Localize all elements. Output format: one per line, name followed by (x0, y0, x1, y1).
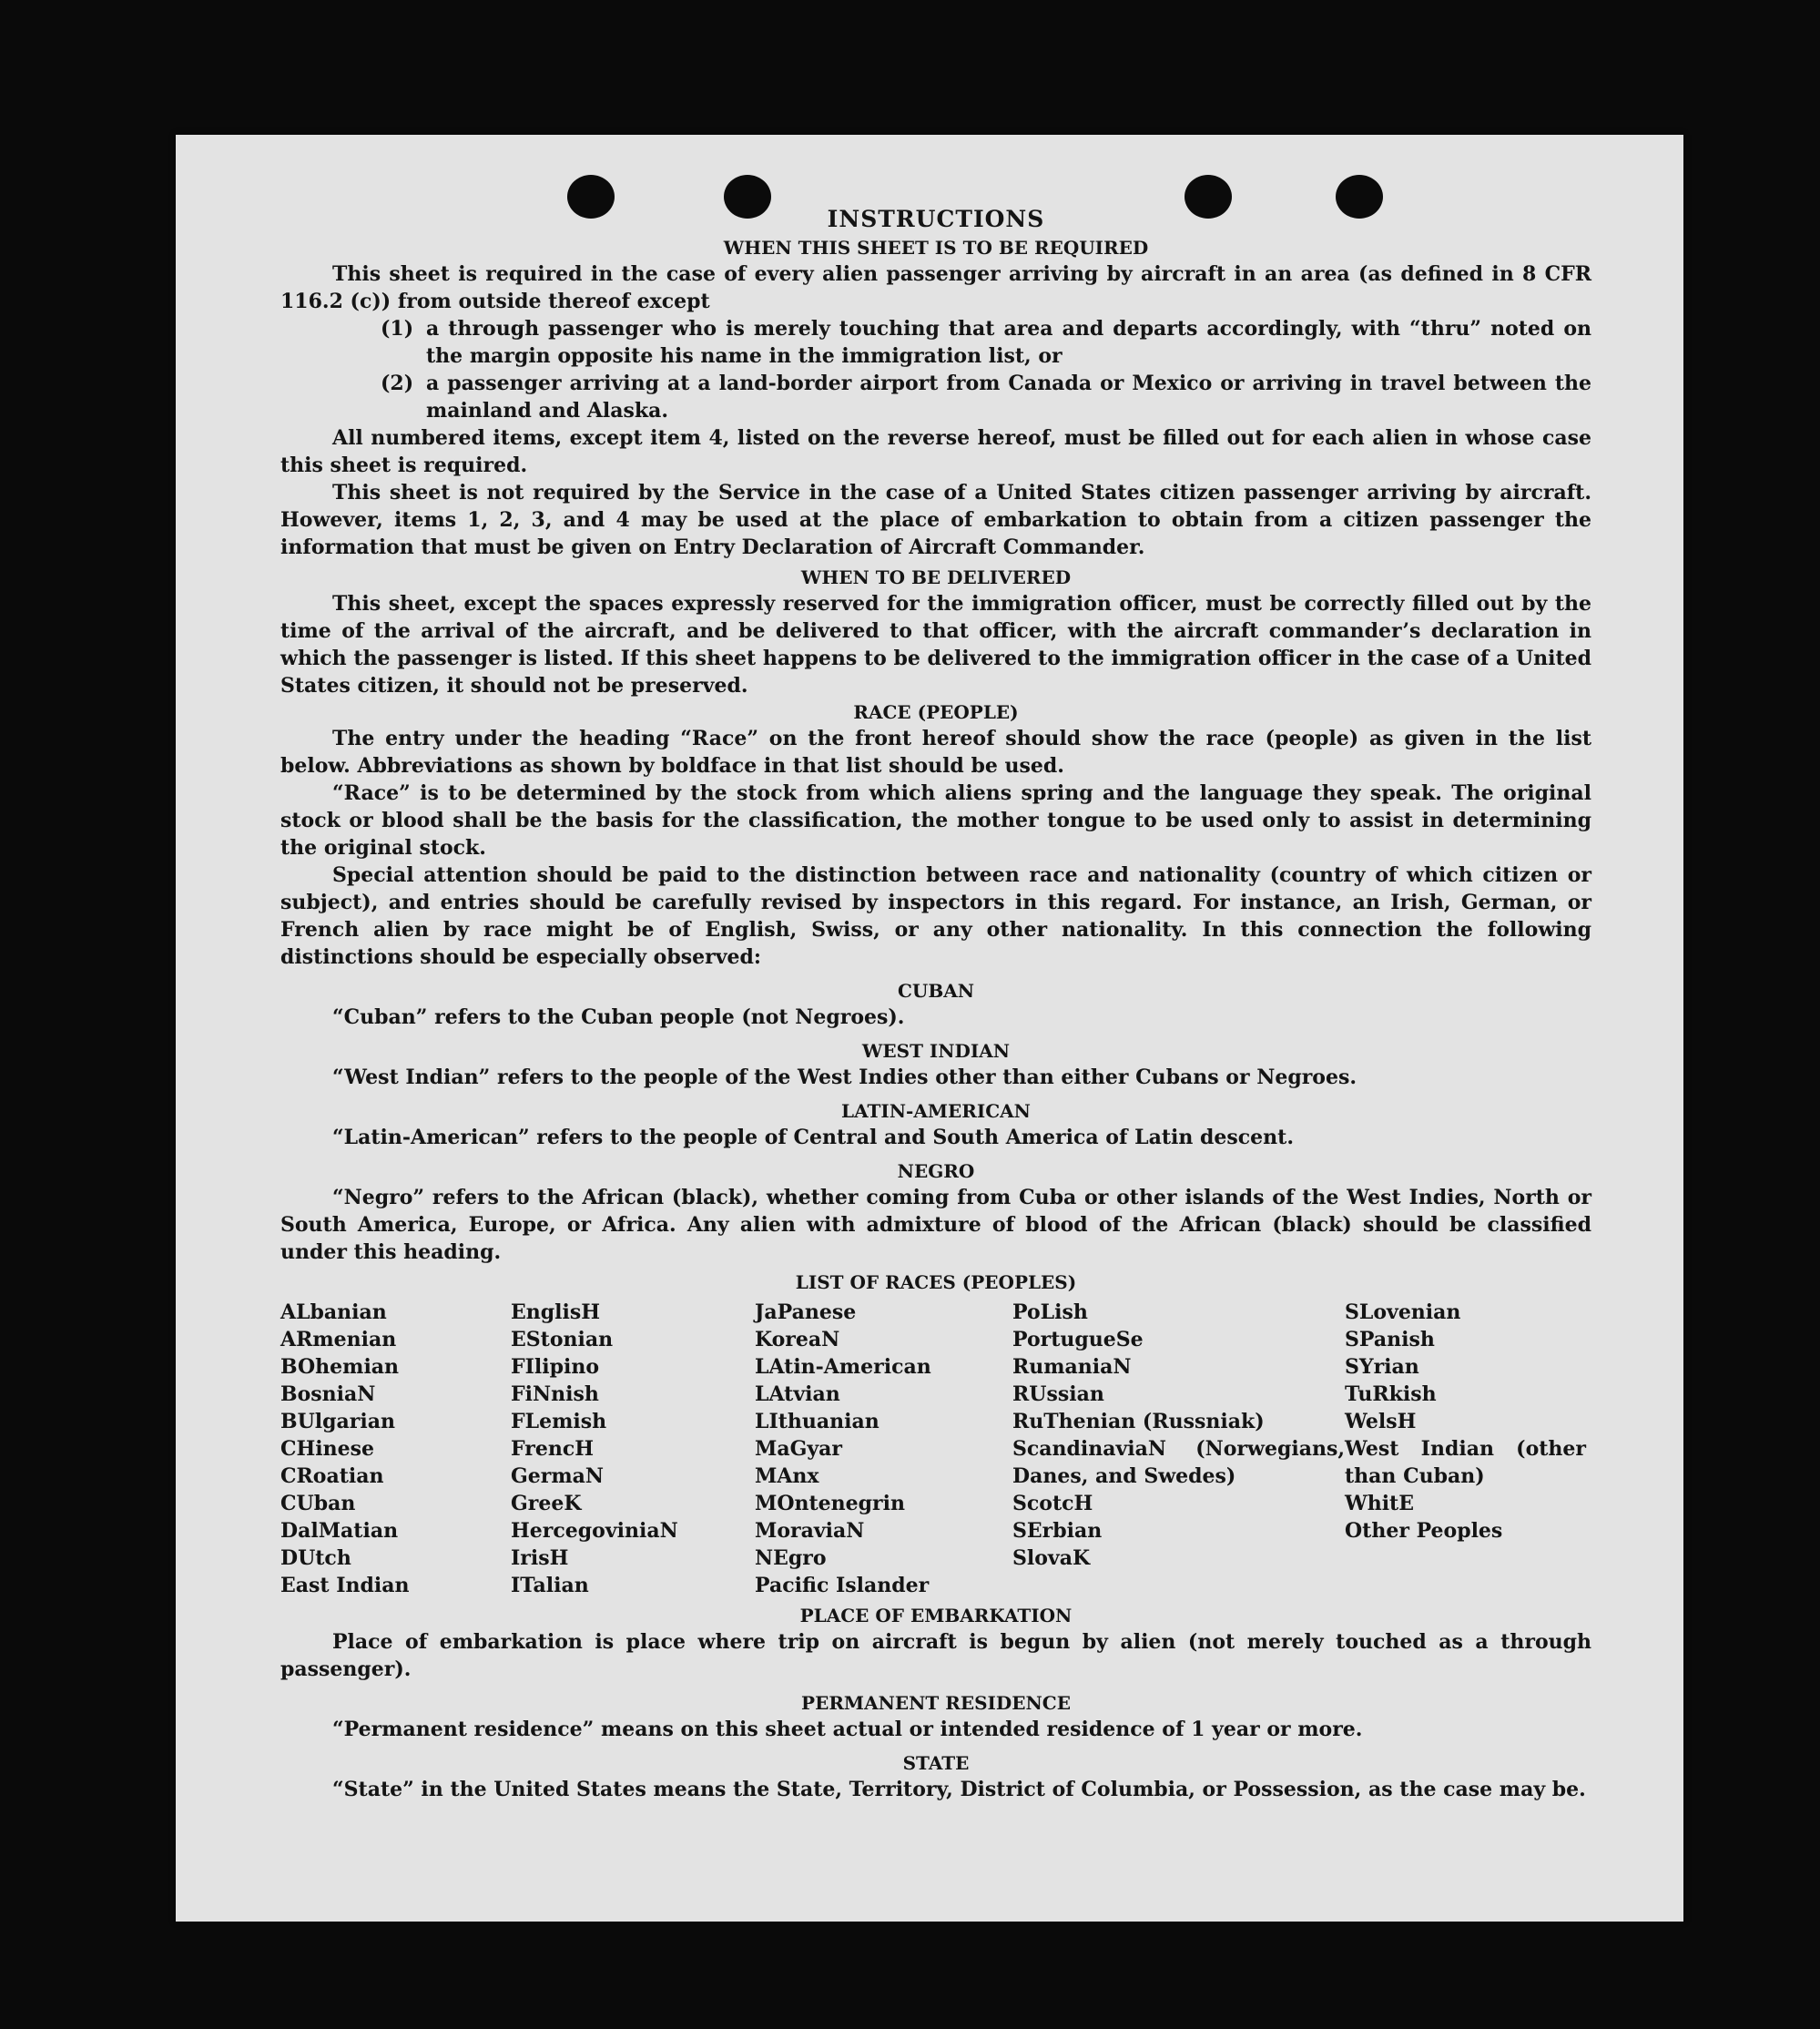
heading-embarkation: PLACE OF EMBARKATION (799, 1605, 1073, 1626)
race-entry: MoraviaN (755, 1519, 865, 1543)
race-entry: MAnx (755, 1464, 819, 1488)
race-entry: BOhemian (280, 1355, 400, 1379)
race-entry: DalMatian (280, 1519, 399, 1543)
race-entry: BUlgarian (280, 1410, 395, 1433)
race-entry: PortugueSe (1012, 1328, 1144, 1351)
race-entry: DUtch (280, 1546, 351, 1570)
race-paragraph-2: “Race” is to be determined by the stock from which aliens spring and the language they speak. The original stock or blood shall be the basis for the classification, the mother tongue to be used only to assist in determining the original stock. (280, 781, 1591, 860)
heading-race: RACE (PEOPLE) (853, 701, 1019, 723)
race-entry: LAtvian (755, 1382, 840, 1406)
exception-number: (2) (381, 372, 414, 395)
race-entry: Pacific Islander (755, 1574, 930, 1597)
required-paragraph-2: All numbered items, except item 4, listed on the reverse hereof, must be filled out for each alien in whose case this sheet is required. (280, 426, 1591, 477)
race-entry: MaGyar (755, 1437, 843, 1461)
heading-negro: NEGRO (897, 1160, 975, 1182)
race-entry: SlovaK (1012, 1546, 1091, 1570)
race-entry: CUban (280, 1492, 356, 1515)
race-entry: HercegoviniaN (511, 1519, 678, 1543)
document-page (176, 135, 1683, 1922)
required-paragraph-3: This sheet is not required by the Service in the case of a United States citizen passenger arriving by aircraft. However, items 1, 2, 3, and 4 may be used at the place of embarkation to obtain from a citizen passenger the information that must be given on Entry Declaration of Aircraft Commander. (280, 481, 1591, 559)
race-entry: SLovenian (1345, 1300, 1461, 1324)
exception-text: a passenger arriving at a land-border airport from Canada or Mexico or arriving in travel between the mainland and Alaska. (426, 372, 1591, 423)
races-column-3 (755, 1299, 1012, 1599)
residence-text: “Permanent residence” means on this sheet actual or intended residence of 1 year or more. (332, 1718, 1363, 1741)
race-entry: ScotcH (1012, 1492, 1093, 1515)
race-entry: LAtin-American (755, 1355, 931, 1379)
delivered-text: This sheet, except the spaces expressly reserved for the immigration officer, must be correctly filled out by the time of the arrival of the aircraft, and be delivered to that officer, with the aircraft commander’s declaration in which the passenger is listed. If this sheet happens to be delivered to the immigration officer in the case of a United States citizen, it should not be preserved. (280, 592, 1591, 698)
embarkation-text: Place of embarkation is place where trip on aircraft is begun by alien (not merely touched as a through passenger). (280, 1630, 1591, 1681)
page-title: INSTRUCTIONS (827, 206, 1045, 232)
race-entry: PoLish (1012, 1300, 1088, 1324)
exception-item (280, 315, 1591, 370)
race-entry: LIthuanian (755, 1410, 879, 1433)
race-entry-scandinavian: ScandinaviaN (Norwegians, Danes, and Swedes) (1012, 1437, 1345, 1488)
west-indian-text: “West Indian” refers to the people of the West Indies other than either Cubans or Negroes. (332, 1065, 1357, 1089)
heading-state: STATE (902, 1752, 970, 1774)
heading-races-list: LIST OF RACES (PEOPLES) (795, 1271, 1077, 1293)
race-entry: GermaN (511, 1464, 605, 1488)
heading-cuban: CUBAN (897, 980, 975, 1002)
race-entry: FrencH (511, 1437, 594, 1461)
race-entry: GreeK (511, 1492, 582, 1515)
race-entry: FLemish (511, 1410, 607, 1433)
race-entry: CRoatian (280, 1464, 384, 1488)
race-entry: SErbian (1012, 1519, 1103, 1543)
race-entry-west-indian: West Indian (other than Cuban) (1345, 1437, 1586, 1488)
heading-west-indian: WEST INDIAN (861, 1040, 1011, 1062)
race-entry: ALbanian (280, 1300, 387, 1324)
race-entry: WhitE (1345, 1492, 1414, 1515)
heading-latin-american: LATIN-AMERICAN (841, 1100, 1031, 1122)
race-entry: TuRkish (1345, 1382, 1437, 1406)
race-entry: ITalian (511, 1574, 589, 1597)
race-entry: Other Peoples (1345, 1519, 1503, 1543)
race-entry: RuThenian (Russniak) (1012, 1410, 1265, 1433)
exception-number: (1) (381, 317, 414, 341)
race-entry: RUssian (1012, 1382, 1104, 1406)
race-entry: EnglisH (511, 1300, 601, 1324)
races-list (280, 1299, 1591, 1599)
races-column-5 (1345, 1299, 1586, 1599)
cuban-text: “Cuban” refers to the Cuban people (not Negroes). (332, 1005, 905, 1029)
race-entry: JaPanese (755, 1300, 857, 1324)
race-paragraph-1: The entry under the heading “Race” on the front hereof should show the race (people) as given in the list below. Abbreviations as shown by boldface in that list should be used. (280, 727, 1591, 778)
race-entry: BosniaN (280, 1382, 376, 1406)
latin-american-text: “Latin-American” refers to the people of Central and South America of Latin descent. (332, 1126, 1294, 1149)
race-paragraph-3: Special attention should be paid to the distinction between race and nationality (country of which citizen or subject), and entries should be carefully revised by inspectors in this regard. For instance, an Irish, German, or French alien by race might be of English, Swiss, or any other nationality. In this connection the following distinctions should be especially observed: (280, 863, 1591, 969)
exception-text: a through passenger who is merely touching that area and departs accordingly, with “thru” noted on the margin opposite his name in the immigration list, or (426, 317, 1591, 368)
state-text: “State” in the United States means the State, Territory, District of Columbia, or Possession, as the case may be. (332, 1778, 1586, 1801)
race-entry: FIlipino (511, 1355, 600, 1379)
race-entry: ARmenian (280, 1328, 397, 1351)
races-column-1 (280, 1299, 511, 1599)
race-entry: CHinese (280, 1437, 375, 1461)
race-entry: SYrian (1345, 1355, 1419, 1379)
heading-required: WHEN THIS SHEET IS TO BE REQUIRED (723, 237, 1149, 259)
race-entry: SPanish (1345, 1328, 1435, 1351)
race-entry: WelsH (1345, 1410, 1417, 1433)
race-entry: NEgro (755, 1546, 827, 1570)
race-entry: MOntenegrin (755, 1492, 905, 1515)
instructions-content (280, 204, 1591, 1803)
required-intro: This sheet is required in the case of every alien passenger arriving by aircraft in an area (as defined in 8 CFR 116.2 (c)) from outside thereof except (280, 262, 1591, 313)
heading-delivered: WHEN TO BE DELIVERED (800, 566, 1072, 588)
race-entry: IrisH (511, 1546, 569, 1570)
heading-residence: PERMANENT RESIDENCE (801, 1692, 1071, 1714)
race-entry: East Indian (280, 1574, 410, 1597)
race-entry: RumaniaN (1012, 1355, 1132, 1379)
race-entry: KoreaN (755, 1328, 840, 1351)
race-entry: FiNnish (511, 1382, 599, 1406)
race-entry: EStonian (511, 1328, 614, 1351)
exception-item (280, 370, 1591, 424)
negro-text: “Negro” refers to the African (black), whether coming from Cuba or other islands of the West Indies, North or South America, Europe, or Africa. Any alien with admixture of blood of the African (black) should be classified under this heading. (280, 1186, 1591, 1264)
races-column-4 (1012, 1299, 1345, 1599)
races-column-2 (511, 1299, 755, 1599)
